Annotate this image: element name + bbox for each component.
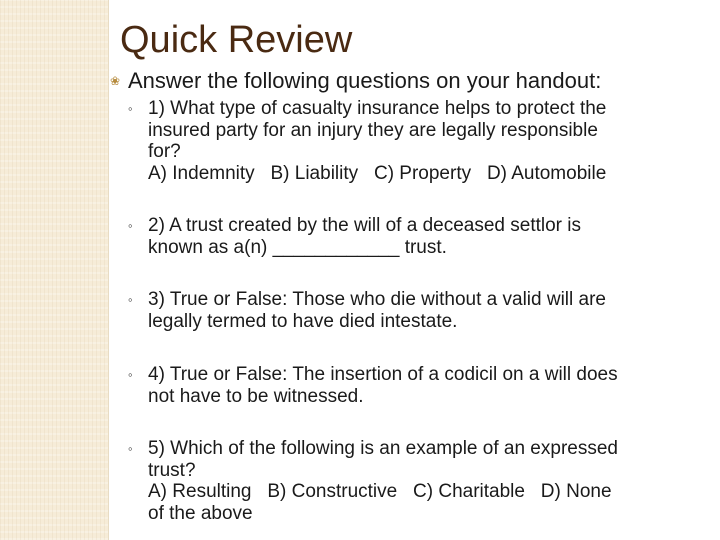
question-4 — [128, 364, 712, 407]
slide-title: Quick Review — [120, 19, 353, 61]
sub-bullet-icon: ◦ — [128, 367, 133, 382]
question-1 — [128, 98, 712, 184]
question-line: legally termed to have died intestate. — [148, 310, 458, 332]
sub-bullet-icon: ◦ — [128, 218, 133, 233]
question-2 — [128, 215, 712, 258]
bullet-icon: ❀ — [110, 74, 121, 88]
intro-text: Answer the following questions on your handout: — [128, 68, 602, 93]
answer-choices: A) Resulting B) Constructive C) Charitable D) None — [148, 481, 612, 502]
question-line: for? — [148, 141, 181, 162]
question-line: 2) A trust created by the will of a deceased settlor is — [148, 215, 582, 236]
question-3 — [128, 289, 712, 332]
question-line: 5) Which of the following is an example of an expressed — [148, 438, 618, 459]
question-line: of the above — [148, 502, 253, 524]
sub-bullet-icon: ◦ — [128, 101, 133, 116]
sub-bullet-icon: ◦ — [128, 441, 133, 456]
question-5 — [128, 438, 712, 524]
sub-bullet-icon: ◦ — [128, 292, 133, 307]
question-line: 1) What type of casualty insurance helps to protect the — [148, 98, 607, 119]
question-line: 4) True or False: The insertion of a codicil on a will does — [148, 364, 618, 385]
question-line: 3) True or False: Those who die without a valid will are — [148, 289, 606, 310]
answer-choices: A) Indemnity B) Liability C) Property D) Automobile — [148, 162, 607, 184]
question-line: insured party for an injury they are legally responsible — [148, 119, 598, 141]
question-line: not have to be witnessed. — [148, 385, 364, 407]
intro-bullet — [110, 68, 710, 94]
question-line: known as a(n) ____________ trust. — [148, 236, 447, 258]
decorative-side-band — [0, 0, 108, 540]
question-line: trust? — [148, 459, 196, 481]
side-band-divider — [108, 0, 109, 540]
